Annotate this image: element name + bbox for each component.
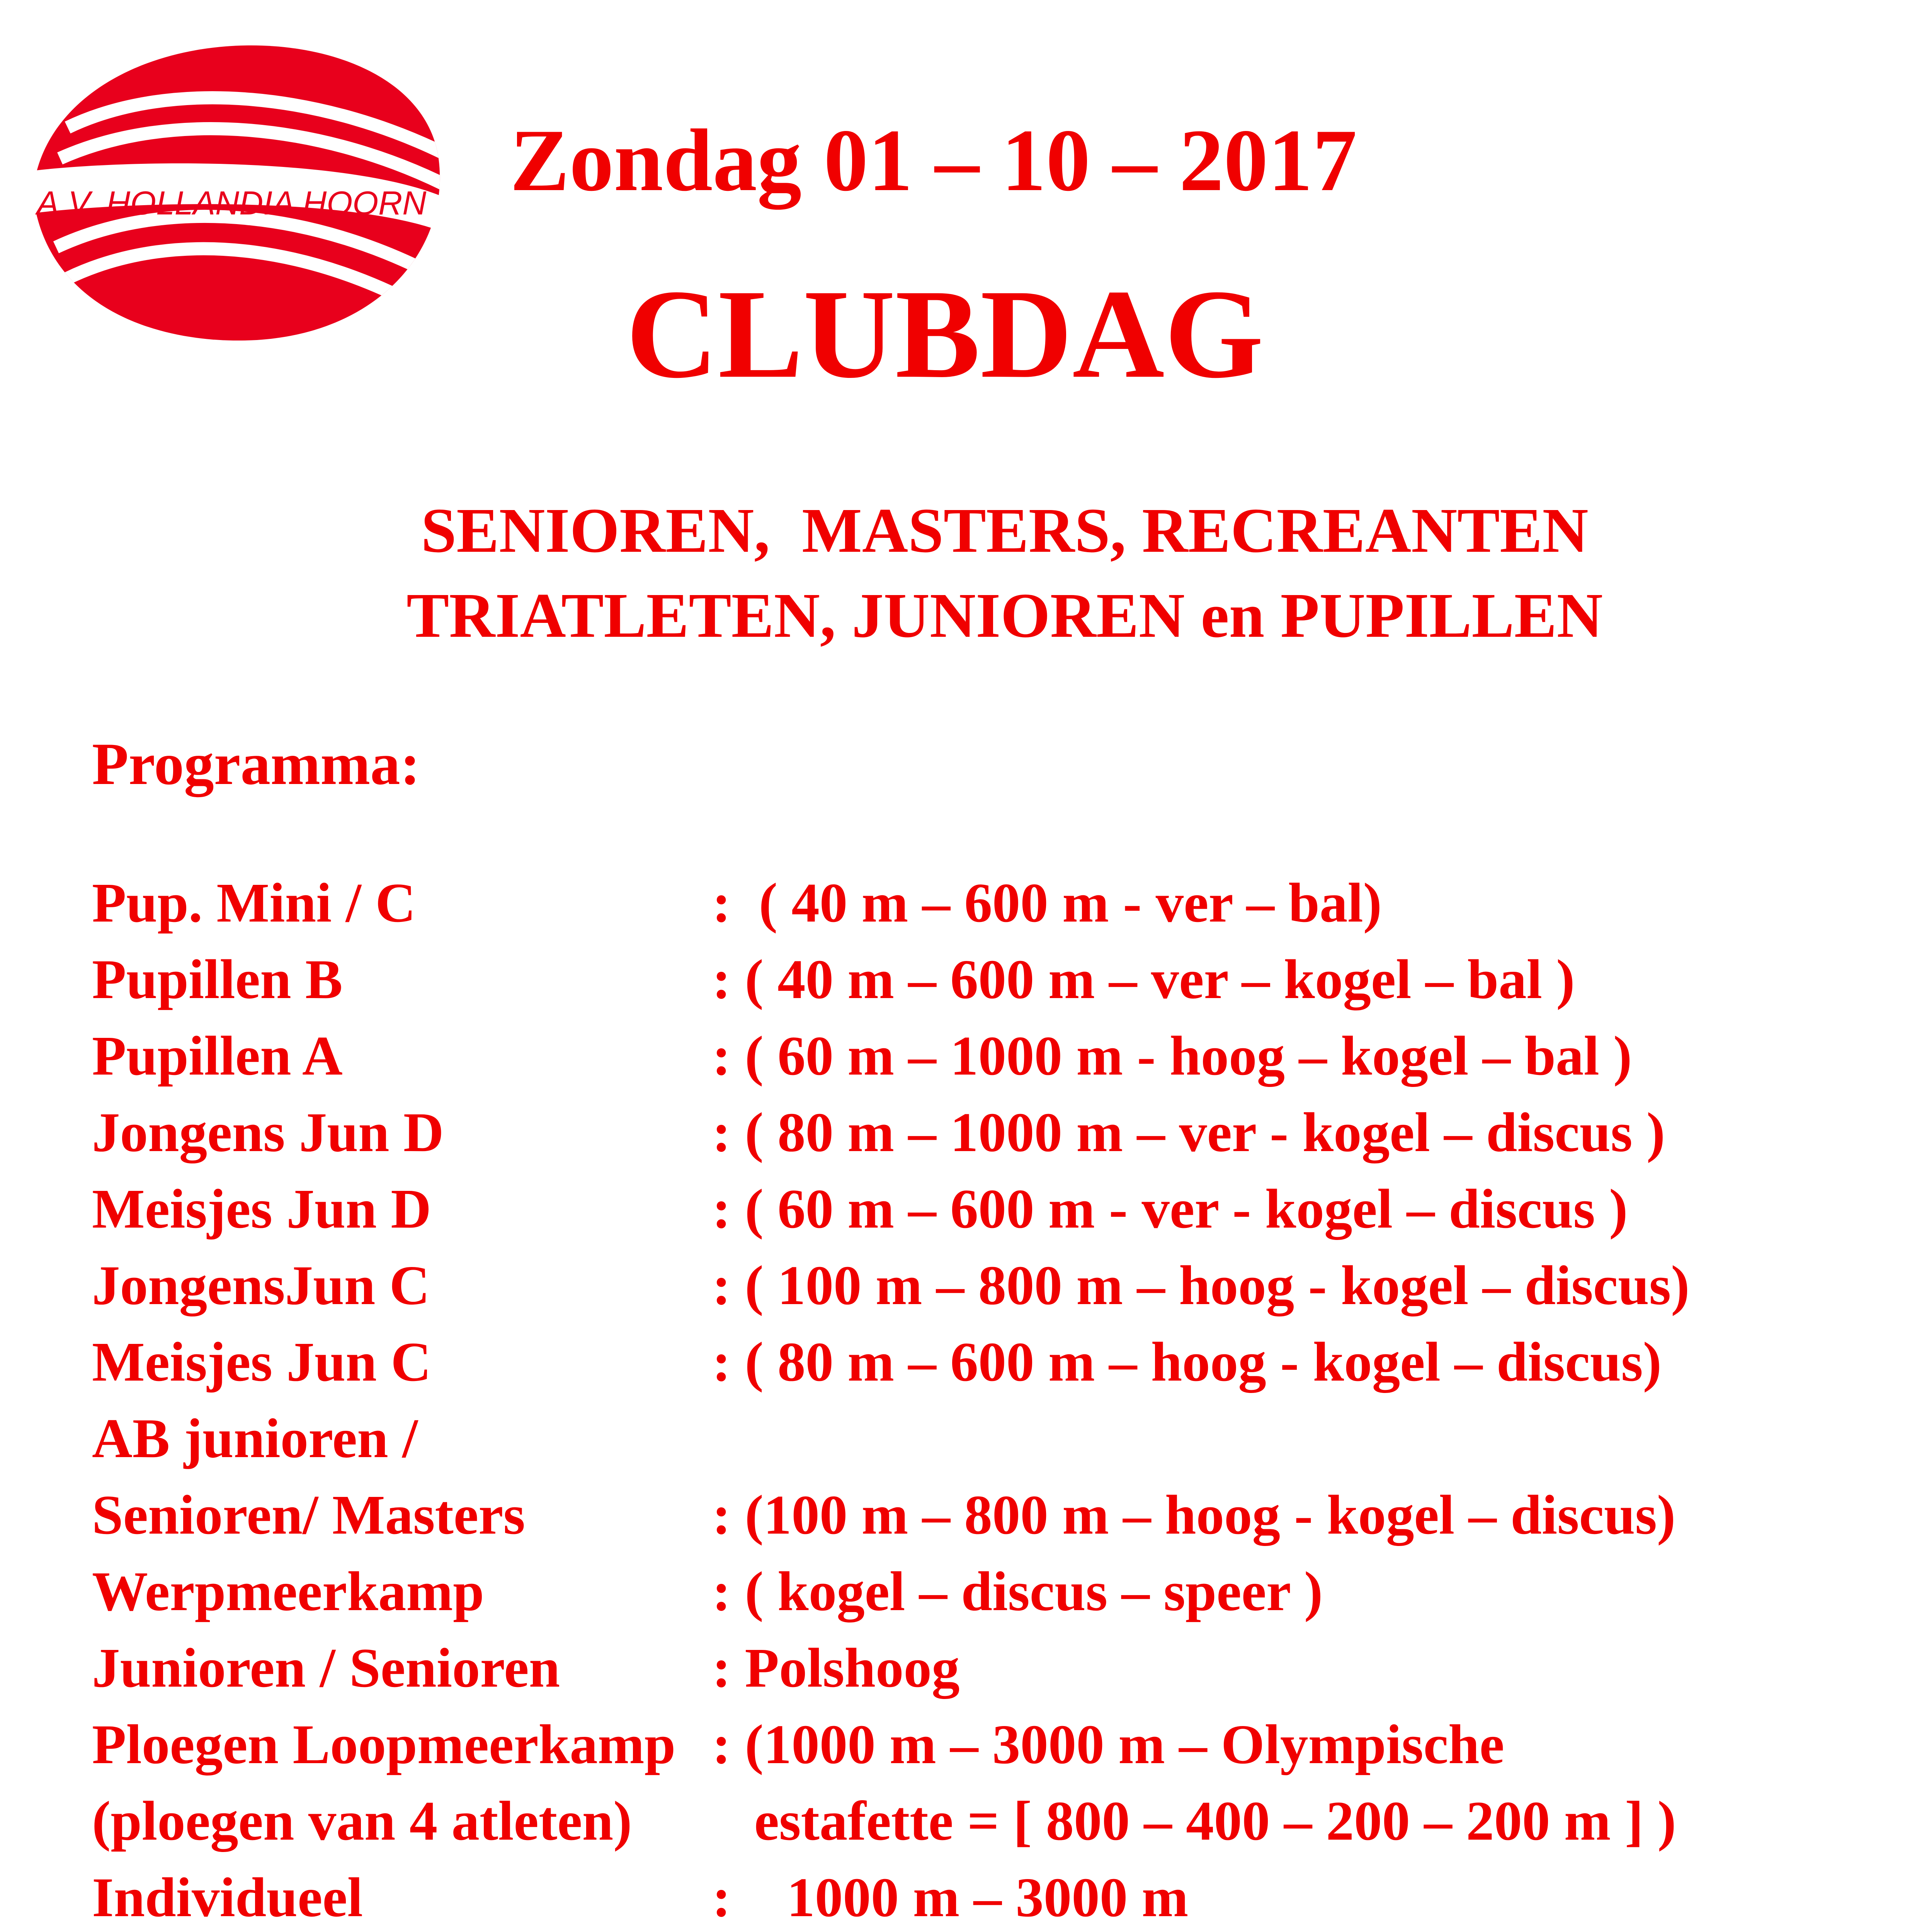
row-events: : ( 100 m – 800 m – hoog - kogel – discus) [712, 1255, 1690, 1316]
programma-row [92, 1714, 1869, 1793]
row-category: Junioren / Senioren [92, 1637, 560, 1699]
row-category: (ploegen van 4 atleten) [92, 1790, 632, 1852]
row-events: : ( 80 m – 1000 m – ver - kogel – discus ) [712, 1102, 1665, 1163]
row-events: : ( 80 m – 600 m – hoog - kogel – discus) [712, 1331, 1662, 1393]
row-category: Senioren/ Masters [92, 1484, 525, 1546]
row-category: Pup. Mini / C [92, 872, 416, 934]
programma-row [92, 1561, 1869, 1640]
row-events: : 1000 m – 3000 m [712, 1867, 1189, 1929]
programma-row [92, 1867, 1869, 1932]
programma-row [92, 1484, 1869, 1564]
programma-row [92, 1178, 1869, 1258]
row-category: Werpmeerkamp [92, 1561, 484, 1622]
programma-list [92, 872, 1869, 1932]
programma-row [92, 949, 1869, 1028]
row-category: Meisjes Jun D [92, 1178, 432, 1240]
row-events: : Polshoog [712, 1637, 960, 1699]
programma-row [92, 1331, 1869, 1411]
programma-row [92, 872, 1869, 952]
row-events: : (100 m – 800 m – hoog - kogel – discus) [712, 1484, 1676, 1546]
row-events: : ( 60 m – 600 m - ver - kogel – discus ) [712, 1178, 1628, 1240]
row-events: : ( 40 m – 600 m – ver – kogel – bal ) [712, 949, 1575, 1010]
row-category: Individueel [92, 1867, 363, 1929]
row-events: : ( 40 m – 600 m - ver – bal) [712, 872, 1382, 934]
club-logo [10, 31, 452, 352]
row-category: Pupillen B [92, 949, 343, 1010]
row-events: : (1000 m – 3000 m – Olympische [712, 1714, 1504, 1776]
row-category: JongensJun C [92, 1255, 430, 1316]
event-date: Zondag 01 – 10 – 2017 [510, 111, 1357, 209]
row-events: : ( kogel – discus – speer ) [712, 1561, 1323, 1622]
programma-row [92, 1025, 1869, 1105]
row-category: AB junioren / [92, 1408, 418, 1469]
programma-row [92, 1790, 1869, 1870]
row-category: Meisjes Jun C [92, 1331, 432, 1393]
programma-row [92, 1637, 1869, 1717]
programma-heading: Programma: [92, 731, 420, 797]
row-category: Ploegen Loopmeerkamp [92, 1714, 676, 1776]
row-category: Jongens Jun D [92, 1102, 444, 1163]
categories-line-1: SENIOREN, MASTERS, RECREANTEN [421, 495, 1589, 566]
event-title: CLUBDAG [626, 264, 1264, 405]
programma-row [92, 1255, 1869, 1334]
row-events: : ( 60 m – 1000 m - hoog – kogel – bal ) [712, 1025, 1632, 1087]
programma-row [92, 1102, 1869, 1181]
row-events: estafette = [ 800 – 400 – 200 – 200 m ] ) [712, 1790, 1676, 1852]
programma-row [92, 1408, 1869, 1487]
categories-line-2: TRIATLETEN, JUNIOREN en PUPILLEN [407, 580, 1603, 651]
logo-text: A.V. HOLLANDIA HOORN [37, 185, 427, 222]
row-category: Pupillen A [92, 1025, 343, 1087]
